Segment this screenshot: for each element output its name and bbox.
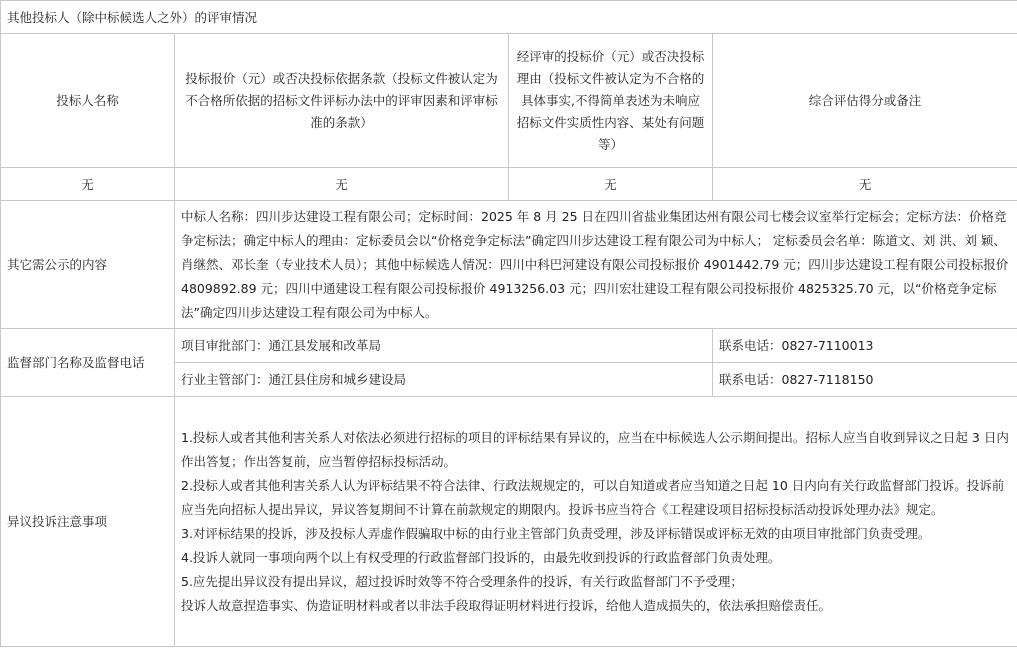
other-info-content: 中标人名称：四川步达建设工程有限公司；定标时间：2025 年 8 月 25 日在四川省盐业集团达州有限公司七楼会议室举行定标会；定标方法：价格竞争定标法；确定中标人的理由：定标委员会以“价格竞争定标法”确定四川步达建设工程有限公司为中标人； 定标委员会名单：陈道文、刘 洪、刘 颖、肖继然、邓长奎（专业技术人员）；其他中标候选人情况：四川中科巴河建设有限公司投标报价 4901442.79 元；四川步达建设工程有限公司投标报价 4809892.89 元；四川中通建设工程有限公司投标报价 4913256.03 元；四川宏壮建设工程有限公司投标报价 4825325.70 元，以“价格竞争定标法”确定四川步达建设工程有限公司为中标人。	[175, 201, 1017, 329]
none-cell-price: 无	[175, 168, 509, 201]
objection-item-3: 3.对评标结果的投诉，涉及投标人弄虚作假骗取中标的由行业主管部门负责受理，涉及评标错误或评标无效的由项目审批部门负责受理。	[181, 525, 931, 541]
objection-item-6: 投诉人故意捏造事实、伪造证明材料或者以非法手段取得证明材料进行投诉，给他人造成损失的，依法承担赔偿责任。	[181, 597, 832, 613]
supervision-label: 监督部门名称及监督电话	[1, 329, 175, 397]
header-bid-price-basis: 投标报价（元）或否决投标依据条款（投标文件被认定为不合格所依据的招标文件评标办法中的评审因素和评审标准的条款）	[175, 34, 509, 168]
other-info-label: 其它需公示的内容	[1, 201, 175, 329]
none-cell-reason: 无	[509, 168, 713, 201]
section-title: 其他投标人（除中标候选人之外）的评审情况	[1, 1, 1017, 34]
header-reviewed-price-reason: 经评审的投标价（元）或否决投标理由（投标文件被认定为不合格的具体事实,不得简单表述为未响应招标文件实质性内容、某处有问题等）	[509, 34, 713, 168]
supervision-phone-industry: 联系电话：0827-7118150	[713, 363, 1017, 397]
none-cell-score: 无	[713, 168, 1017, 201]
objection-item-4: 4.投诉人就同一事项向两个以上有权受理的行政监督部门投诉的，由最先收到投诉的行政监督部门负责处理。	[181, 549, 781, 565]
objection-item-5: 5.应先提出异议没有提出异议，超过投诉时效等不符合受理条件的投诉，有关行政监督部门不予受理；	[181, 573, 743, 589]
header-score-remark: 综合评估得分或备注	[713, 34, 1017, 168]
supervision-phone-approval: 联系电话：0827-7110013	[713, 329, 1017, 363]
none-cell-bidder: 无	[1, 168, 175, 201]
supervision-dept-industry: 行业主管部门：通江县住房和城乡建设局	[175, 363, 713, 397]
supervision-dept-approval: 项目审批部门：通江县发展和改革局	[175, 329, 713, 363]
objection-item-2: 2.投标人或者其他利害关系人认为评标结果不符合法律、行政法规规定的，可以自知道或者应当知道之日起 10 日内向有关行政监督部门投诉。投诉前应当先向招标人提出异议，异议答复期间不计算在前款规定的期限内。投诉书应当符合《工程建设项目招标投标活动投诉处理办法》规定。	[181, 477, 1005, 517]
objection-label: 异议投诉注意事项	[1, 397, 175, 647]
objection-item-1: 1.投标人或者其他利害关系人对依法必须进行招标的项目的评标结果有异议的，应当在中标候选人公示期间提出。招标人应当自收到异议之日起 3 日内作出答复；作出答复前，应当暂停招标投标活动。	[181, 429, 1009, 469]
header-bidder-name: 投标人名称	[1, 34, 175, 168]
objection-content	[175, 397, 1017, 647]
